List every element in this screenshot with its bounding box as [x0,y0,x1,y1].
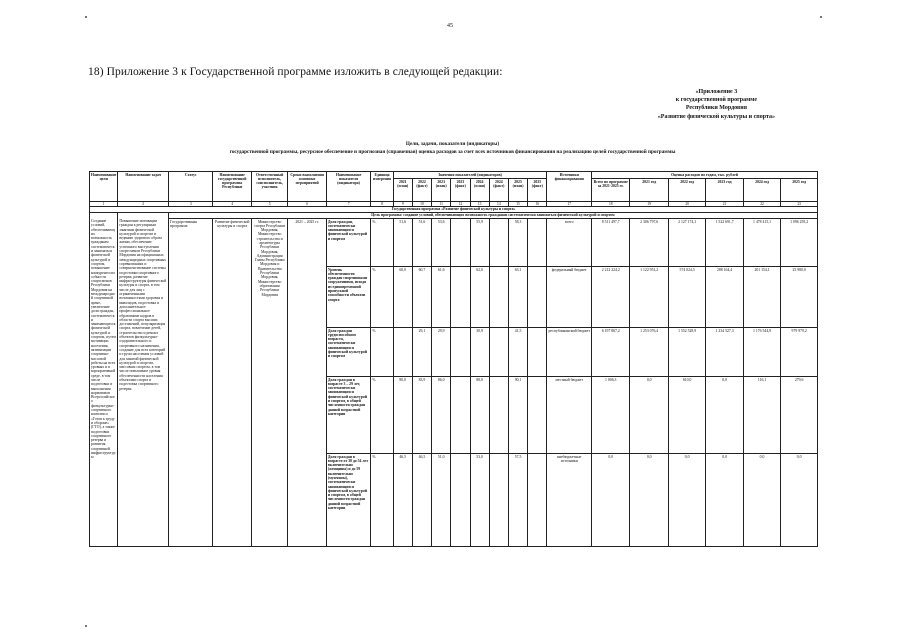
appendix-block [658,88,775,121]
status-cell: Государственная программа [168,219,213,547]
year-cost-cell: 1 478 415,1 [743,219,780,267]
header-values-group: Значения показателей (индикаторов) [393,172,547,179]
year-cost-cell: 0,0 [706,454,743,547]
indicator-cell: Доля граждан трудоспособного возраста, систематически занимающихся физической культурой и спортом [326,328,371,377]
indicator-value-cell: 60,7 [412,267,431,328]
year-cost-cell: 279,6 [781,377,818,454]
indicator-value-cell [528,219,547,267]
year-cost-cell: 1 096 259,2 [781,219,818,267]
header-source: Источники финансирования [547,172,592,202]
column-number: 20 [668,202,705,207]
column-number: 3 [168,202,213,207]
indicator-value-cell: 51,6 [412,219,431,267]
indicator-value-cell: 51,6 [393,219,412,267]
program-table [89,171,818,547]
indicator-value-cell [451,377,470,454]
indicator-value-cell [528,267,547,328]
unit-cell: % [371,454,393,547]
column-number: 12 [451,202,470,207]
source-cell: внебюджетные источники [547,454,592,547]
header-v2024p: 2024 (план) [470,179,489,202]
indicator-value-cell [528,328,547,377]
year-cost-cell: 288 164,4 [706,267,743,328]
document-heading: 18) Приложение 3 к Государственной программе изложить в следующей редакции: [88,66,503,78]
goal-cell: Создание условий, обеспечивающих возможность гражданам систематически заниматься физической культурой и спортом, повышение конкурентоспособности спортсменов Республики Мордовия на международной спортивной арене, увеличение доли граждан, систематически занимающихся физической культурой и спортом, путем мотивации населения, активизации спортивно-массовой работы на всех уровнях и в корпоративной среде, в том числе подготовки и выполнения нормативов Всероссийского физкультурно-спортивного комплекса «Готов к труду и обороне» (ГТО), а также подготовки спортивного резерва и развития спортивной инфраструктуры [90,219,118,547]
indicator-value-cell: 29,1 [412,328,431,377]
total-cost-cell: 8 511 497,7 [592,219,630,267]
indicator-value-cell: 46,5 [393,454,412,547]
year-cost-cell: 25 980,0 [781,267,818,328]
indicator-value-cell: 83,9 [412,377,431,454]
indicator-value-cell [489,267,508,328]
source-cell: республиканский бюджет [547,328,592,377]
indicator-cell: Уровень обеспеченности граждан спортивными сооружениями, исходя из единовременной пропускной способности объектов спорта [326,267,371,328]
year-cost-cell: 1 234 527,3 [706,328,743,377]
indicator-value-cell: 88,0 [470,377,489,454]
column-number: 10 [412,202,431,207]
appendix-line: к государственной программе [675,97,757,104]
header-goal: Наименование цели [90,172,118,202]
header-y2023: 2023 год [706,179,743,202]
column-number: 15 [508,202,527,207]
indicator-value-cell: 61,6 [432,267,451,328]
year-cost-cell: 610,0 [668,377,705,454]
indicator-value-cell [489,454,508,547]
header-v2025p: 2025 (план) [508,179,527,202]
header-total: Всего по программе за 2021-2025 гг. [592,179,630,202]
column-number: 22 [743,202,780,207]
column-number: 23 [781,202,818,207]
header-indicator: Наименование показателя (индикатора) [326,172,371,202]
indicator-value-cell: 60,0 [393,267,412,328]
year-cost-cell: 1 552 528,9 [668,328,705,377]
total-cost-cell: 2 212 224,2 [592,267,630,328]
column-number: 11 [432,202,451,207]
indicator-value-cell: 51,0 [432,454,451,547]
task-cell: Повышение мотивации граждан к регулярным занятиям физической культурой и спортом и ведению здорового образа жизни, обеспечение успешного выступления спортсменов Республики Мордовия на официальных международных спортивных соревнованиях и совершенствование системы подготовки спортивного резерва, развитие инфраструктуры физической культуры и спорта, в том числе для лиц с ограниченными возможностями здоровья и инвалидов, подготовка и дополнительное профессиональное образование кадров в области спорта высших достижений, популяризация спорта, вовлечение детей, строительство и ремонт объектов физкультурно-оздоровительного и спортивного назначения, создание для всех категорий и групп населения условий для занятий физической культурой и спортом, массовым спортом, в том числе повышение уровня обеспеченности населения объектами спорта и подготовка спортивного резерва [118,219,169,547]
indicator-cell: Доля граждан в возрасте от 30 до 54 лет включительно (женщины) и до 59 включительно (мужчины), систематически занимающихся физической культурой и спортом, в общей численности граждан данной возрастной категории [326,454,371,547]
year-cost-cell: 0,0 [630,454,668,547]
column-number: 2 [118,202,169,207]
column-number: 13 [470,202,489,207]
column-number: 16 [528,202,547,207]
indicator-value-cell: 41,5 [508,328,527,377]
header-v2022: 2022 (факт) [412,179,431,202]
indicator-value-cell: 86,0 [432,377,451,454]
year-cost-cell: 0,0 [743,454,780,547]
source-cell: местный бюджет [547,377,592,454]
indicator-value-cell: 80,0 [393,377,412,454]
scan-mark [85,625,87,627]
year-cost-cell: 0,0 [630,377,668,454]
year-cost-cell: 574 024,5 [668,267,705,328]
appendix-line: «Приложение 3 [695,89,738,95]
indicator-value-cell [393,328,412,377]
year-cost-cell: 1 176 544,9 [743,328,780,377]
deadline-cell: 2021 – 2025 гг. [288,219,326,547]
header-y2024: 2024 год [743,179,780,202]
year-cost-cell: 2 306 797,6 [630,219,668,267]
total-cost-cell: 0,0 [592,454,630,547]
indicator-value-cell: 46,5 [412,454,431,547]
total-cost-cell: 1 006,3 [592,377,630,454]
goal-row: Цель программы: создание условий, обеспечивающих возможность гражданам систематически заниматься физической культурой и спортом [168,213,817,219]
header-unit: Единица измерения [371,172,393,202]
column-number: 19 [630,202,668,207]
source-cell: федеральный бюджет [547,267,592,328]
indicator-value-cell [451,267,470,328]
header-program: Наименование государственной программы Республики [213,172,251,202]
indicator-value-cell: 53,0 [470,454,489,547]
header-v2024f: 2024 (факт) [489,179,508,202]
column-number: 8 [371,202,393,207]
unit-cell: % [371,267,393,328]
header-v2023f: 2023 (факт) [451,179,470,202]
unit-cell: % [371,219,393,267]
indicator-value-cell [489,219,508,267]
column-number: 6 [288,202,326,207]
column-number: 5 [251,202,287,207]
unit-cell: % [371,377,393,454]
header-status: Статус [168,172,213,202]
indicator-value-cell [451,219,470,267]
indicator-value-cell [451,454,470,547]
header-y2021: 2021 год [630,179,668,202]
year-cost-cell: 116,1 [743,377,780,454]
column-number: 7 [326,202,371,207]
indicator-value-cell: 29,9 [432,328,451,377]
column-number: 1 [90,202,118,207]
total-cost-cell: 6 197 867,2 [592,328,630,377]
title-line: государственной программы, ресурсное обеспечение и прогнозная (справочная) оценка расходов за счет всех источников финансирования на реализацию целей государственной программы [229,149,676,155]
indicator-value-cell: 62,0 [470,267,489,328]
table-title [0,140,905,156]
year-cost-cell: 0,0 [668,454,705,547]
title-line: Цели, задачи, показатели (индикаторы) [405,141,500,147]
column-number: 18 [592,202,630,207]
column-number: 17 [547,202,592,207]
column-number: 21 [706,202,743,207]
indicator-value-cell: 63,1 [508,267,527,328]
indicator-cell: Доля граждан, систематически занимающихся физической культурой и спортом [326,219,371,267]
header-y2025: 2025 год [781,179,818,202]
year-cost-cell: 0,0 [706,377,743,454]
indicator-value-cell [451,328,470,377]
indicator-value-cell [489,328,508,377]
year-cost-cell: 0,0 [781,454,818,547]
year-cost-cell: 1 253 076,4 [630,328,668,377]
unit-cell: % [371,328,393,377]
indicator-value-cell: 30,9 [470,328,489,377]
indicator-value-cell: 58,3 [508,219,527,267]
column-number: 4 [213,202,251,207]
header-v2023p: 2023 (план) [432,179,451,202]
header-cost-group: Оценка расходов по годам, тыс. рублей [592,172,818,179]
year-cost-cell: 201 154,1 [743,267,780,328]
indicator-value-cell: 55,9 [470,219,489,267]
year-cost-cell: 1 522 691,7 [706,219,743,267]
indicator-value-cell [528,377,547,454]
program-row: Государственная программа «Развитие физической культуры и спорта» [90,207,818,213]
year-cost-cell: 1 122 951,2 [630,267,668,328]
header-y2022: 2022 год [668,179,705,202]
source-cell: всего [547,219,592,267]
executor-cell: Министерство спорта Республики Мордовия, Министерство строительства и архитектуры Республики Мордовия, Администрация Главы Республики Мордовия и Правительства Республики Мордовия, Министерство образования Республики Мордовия [251,219,287,547]
program-cell: Развитие физической культуры и спорта [213,219,251,547]
page-number: 45 [447,23,453,29]
header-deadline: Сроки выполнения основных мероприятий [288,172,326,202]
year-cost-cell: 2 127 174,1 [668,219,705,267]
header-executor: Ответственный исполнитель, соисполнитель, участник [251,172,287,202]
indicator-value-cell: 57,5 [508,454,527,547]
header-v2025f: 2025 (факт) [528,179,547,202]
scan-mark [820,16,822,18]
column-number: 14 [489,202,508,207]
appendix-line: Республики Мордовия [685,105,747,112]
year-cost-cell: 979 979,2 [781,328,818,377]
indicator-value-cell [528,454,547,547]
indicator-value-cell [489,377,508,454]
indicator-value-cell: 90,1 [508,377,527,454]
scan-mark [85,16,87,18]
indicator-value-cell: 53,6 [432,219,451,267]
appendix-line: «Развитие физической культуры и спорта» [657,113,775,120]
header-task: Наименование задач [118,172,169,202]
header-v2021: 2021 (план) [393,179,412,202]
column-number: 9 [393,202,412,207]
indicator-cell: Доля граждан в возрасте 3 – 29 лет, систематически занимающихся физической культурой и спортом, в общей численности граждан данной возрастной категории [326,377,371,454]
